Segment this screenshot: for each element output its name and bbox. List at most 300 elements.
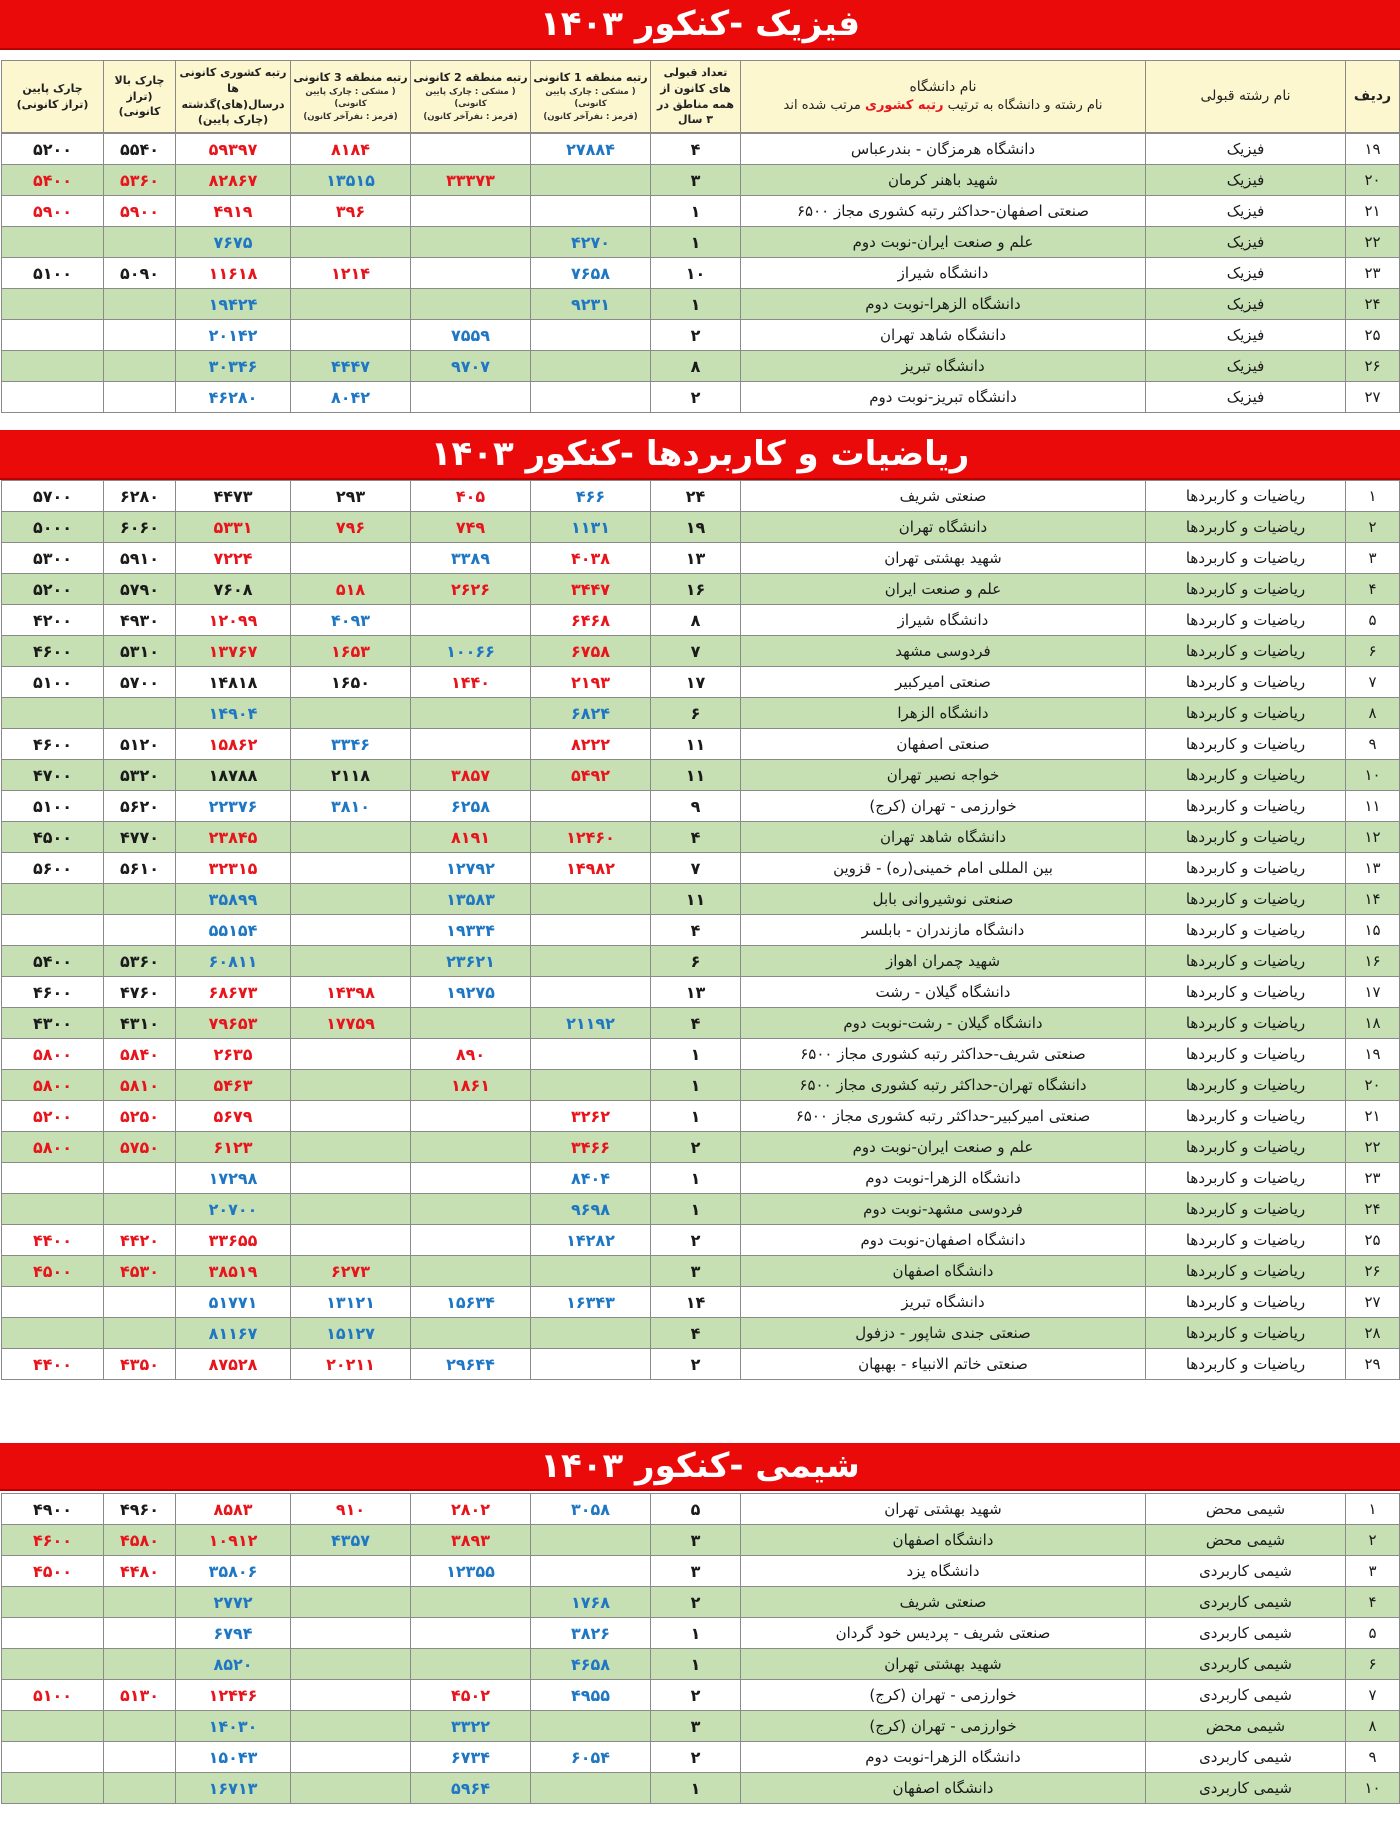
- header-university: [741, 61, 1146, 133]
- cell-national-rank: ۵۳۳۱: [176, 512, 291, 543]
- cell-university: صنعتی شریف-حداکثر رتبه کشوری مجاز ۶۵۰۰: [741, 1039, 1146, 1070]
- table-row: [2, 382, 1400, 413]
- cell-lower-quartile: ۵۲۰۰: [2, 574, 104, 605]
- cell-region2-rank: ۶۷۳۴: [411, 1742, 531, 1773]
- cell-row-number: ۱۰: [1346, 760, 1400, 791]
- cell-region1-rank: ۲۱۹۳: [531, 667, 651, 698]
- cell-upper-quartile: ۵۷۹۰: [104, 574, 176, 605]
- table-row: [2, 729, 1400, 760]
- cell-region2-rank: ۱۰۰۶۶: [411, 636, 531, 667]
- cell-row-number: ۳: [1346, 543, 1400, 574]
- cell-row-number: ۲۷: [1346, 382, 1400, 413]
- cell-national-rank: ۵۱۷۷۱: [176, 1287, 291, 1318]
- header-region3-sub2: (قرمز : نفرآخر کانون): [303, 111, 398, 122]
- cell-lower-quartile: [2, 1587, 104, 1618]
- table-row: [2, 196, 1400, 227]
- cell-region1-rank: ۴۶۵۸: [531, 1649, 651, 1680]
- cell-region3-rank: ۷۹۶: [291, 512, 411, 543]
- cell-region1-rank: ۲۱۱۹۲: [531, 1008, 651, 1039]
- cell-row-number: ۱: [1346, 481, 1400, 512]
- math-section-banner: [0, 430, 1400, 480]
- cell-major: ریاضیات و کاربردها: [1146, 1225, 1346, 1256]
- cell-lower-quartile: [2, 915, 104, 946]
- cell-university: صنعتی شریف: [741, 481, 1146, 512]
- cell-region1-rank: ۴۰۳۸: [531, 543, 651, 574]
- cell-region2-rank: [411, 196, 531, 227]
- cell-lower-quartile: ۵۴۰۰: [2, 165, 104, 196]
- cell-university: دانشگاه الزهرا: [741, 698, 1146, 729]
- cell-major: ریاضیات و کاربردها: [1146, 574, 1346, 605]
- cell-university: دانشگاه هرمزگان - بندرعباس: [741, 134, 1146, 165]
- cell-university: دانشگاه اصفهان: [741, 1525, 1146, 1556]
- cell-lower-quartile: ۵۳۰۰: [2, 543, 104, 574]
- cell-lower-quartile: ۵۹۰۰: [2, 196, 104, 227]
- cell-row-number: ۹: [1346, 729, 1400, 760]
- cell-upper-quartile: [104, 698, 176, 729]
- cell-acceptance-count: ۳: [651, 1256, 741, 1287]
- cell-region1-rank: [531, 320, 651, 351]
- cell-national-rank: ۳۲۳۱۵: [176, 853, 291, 884]
- cell-lower-quartile: ۵۲۰۰: [2, 1101, 104, 1132]
- cell-university: دانشگاه شیراز: [741, 605, 1146, 636]
- cell-major: ریاضیات و کاربردها: [1146, 1194, 1346, 1225]
- table-row: [2, 1287, 1400, 1318]
- cell-region1-rank: ۶۴۶۸: [531, 605, 651, 636]
- cell-region3-rank: ۱۳۵۱۵: [291, 165, 411, 196]
- cell-row-number: ۱۹: [1346, 134, 1400, 165]
- cell-lower-quartile: ۴۴۰۰: [2, 1225, 104, 1256]
- cell-major: فیزیک: [1146, 196, 1346, 227]
- header-region1-sub2: (قرمز : نفرآخر کانون): [543, 111, 638, 122]
- cell-lower-quartile: ۵۴۰۰: [2, 946, 104, 977]
- cell-national-rank: ۱۸۷۸۸: [176, 760, 291, 791]
- cell-national-rank: ۱۲۰۹۹: [176, 605, 291, 636]
- table-row: [2, 1773, 1400, 1804]
- cell-region2-rank: ۸۱۹۱: [411, 822, 531, 853]
- cell-acceptance-count: ۱: [651, 1163, 741, 1194]
- cell-upper-quartile: ۶۰۶۰: [104, 512, 176, 543]
- cell-region2-rank: [411, 1318, 531, 1349]
- cell-region1-rank: ۵۴۹۲: [531, 760, 651, 791]
- cell-acceptance-count: ۶: [651, 698, 741, 729]
- cell-university: صنعتی امیرکبیر: [741, 667, 1146, 698]
- cell-national-rank: ۸۵۲۰: [176, 1649, 291, 1680]
- cell-university: شهید بهشتی تهران: [741, 543, 1146, 574]
- cell-region2-rank: ۱۹۳۳۴: [411, 915, 531, 946]
- table-row: [2, 1318, 1400, 1349]
- cell-upper-quartile: ۵۳۶۰: [104, 165, 176, 196]
- cell-upper-quartile: ۴۹۶۰: [104, 1494, 176, 1525]
- cell-lower-quartile: [2, 884, 104, 915]
- cell-acceptance-count: ۱۱: [651, 884, 741, 915]
- cell-region1-rank: [531, 1711, 651, 1742]
- table-row: [2, 605, 1400, 636]
- cell-region1-rank: [531, 1318, 651, 1349]
- cell-region3-rank: ۱۶۵۰: [291, 667, 411, 698]
- cell-lower-quartile: ۵۸۰۰: [2, 1070, 104, 1101]
- cell-acceptance-count: ۱۰: [651, 258, 741, 289]
- cell-university: شهید باهنر کرمان: [741, 165, 1146, 196]
- cell-region1-rank: ۱۴۹۸۲: [531, 853, 651, 884]
- cell-national-rank: ۳۳۶۵۵: [176, 1225, 291, 1256]
- cell-national-rank: ۵۶۷۹: [176, 1101, 291, 1132]
- cell-national-rank: ۲۷۷۲: [176, 1587, 291, 1618]
- cell-acceptance-count: ۲: [651, 1742, 741, 1773]
- cell-region2-rank: [411, 1194, 531, 1225]
- header-note-highlight: رتبه کشوری: [865, 98, 944, 114]
- header-national-title: رتبه کشوری کانونی ها درسال(های)گذشته: [179, 65, 287, 111]
- header-upper-sub: (تراز کانونی): [118, 89, 161, 119]
- cell-row-number: ۲۴: [1346, 289, 1400, 320]
- cell-row-number: ۲: [1346, 512, 1400, 543]
- cell-region2-rank: [411, 1132, 531, 1163]
- cell-row-number: ۲۱: [1346, 196, 1400, 227]
- cell-upper-quartile: ۵۰۹۰: [104, 258, 176, 289]
- cell-region3-rank: ۴۰۹۳: [291, 605, 411, 636]
- cell-row-number: ۲۴: [1346, 1194, 1400, 1225]
- cell-region3-rank: [291, 320, 411, 351]
- cell-upper-quartile: [104, 351, 176, 382]
- cell-national-rank: ۱۴۰۳۰: [176, 1711, 291, 1742]
- cell-region1-rank: ۹۲۳۱: [531, 289, 651, 320]
- cell-row-number: ۲۳: [1346, 258, 1400, 289]
- cell-row-number: ۱۸: [1346, 1008, 1400, 1039]
- cell-national-rank: ۵۴۶۳: [176, 1070, 291, 1101]
- cell-region1-rank: [531, 946, 651, 977]
- cell-lower-quartile: ۴۶۰۰: [2, 729, 104, 760]
- cell-region3-rank: [291, 853, 411, 884]
- cell-region3-rank: [291, 1618, 411, 1649]
- cell-region2-rank: [411, 227, 531, 258]
- table-row: [2, 1649, 1400, 1680]
- cell-region2-rank: [411, 1101, 531, 1132]
- cell-row-number: ۲۰: [1346, 1070, 1400, 1101]
- cell-upper-quartile: [104, 382, 176, 413]
- cell-acceptance-count: ۷: [651, 636, 741, 667]
- cell-region2-rank: ۳۸۵۷: [411, 760, 531, 791]
- cell-upper-quartile: ۵۵۴۰: [104, 134, 176, 165]
- cell-upper-quartile: ۵۲۵۰: [104, 1101, 176, 1132]
- cell-region2-rank: [411, 258, 531, 289]
- cell-major: فیزیک: [1146, 382, 1346, 413]
- cell-university: دانشگاه الزهرا-نوبت دوم: [741, 1742, 1146, 1773]
- table-row: [2, 543, 1400, 574]
- cell-national-rank: ۲۲۳۷۶: [176, 791, 291, 822]
- cell-region1-rank: ۹۶۹۸: [531, 1194, 651, 1225]
- cell-major: ریاضیات و کاربردها: [1146, 667, 1346, 698]
- cell-region3-rank: ۸۱۸۴: [291, 134, 411, 165]
- cell-major: ریاضیات و کاربردها: [1146, 605, 1346, 636]
- cell-acceptance-count: ۱: [651, 289, 741, 320]
- cell-major: فیزیک: [1146, 165, 1346, 196]
- header-major: نام رشته قبولی: [1146, 61, 1346, 133]
- math-table: [1, 480, 1400, 1380]
- cell-row-number: ۲۳: [1346, 1163, 1400, 1194]
- cell-university: فردوسی مشهد-نوبت دوم: [741, 1194, 1146, 1225]
- cell-national-rank: ۶۱۲۳: [176, 1132, 291, 1163]
- cell-region1-rank: [531, 1773, 651, 1804]
- cell-university: دانشگاه گیلان - رشت-نوبت دوم: [741, 1008, 1146, 1039]
- cell-university: دانشگاه گیلان - رشت: [741, 977, 1146, 1008]
- cell-row-number: ۲۲: [1346, 1132, 1400, 1163]
- header-upper-quartile: [104, 61, 176, 133]
- header-row-number: ردیف: [1346, 61, 1400, 133]
- cell-upper-quartile: ۴۵۸۰: [104, 1525, 176, 1556]
- cell-region1-rank: [531, 977, 651, 1008]
- cell-row-number: ۲: [1346, 1525, 1400, 1556]
- cell-acceptance-count: ۹: [651, 791, 741, 822]
- cell-region3-rank: ۱۵۱۲۷: [291, 1318, 411, 1349]
- table-row: [2, 1494, 1400, 1525]
- cell-lower-quartile: [2, 1163, 104, 1194]
- physics-section-banner: [0, 0, 1400, 50]
- cell-lower-quartile: [2, 1287, 104, 1318]
- cell-university: علم و صنعت ایران: [741, 574, 1146, 605]
- cell-major: ریاضیات و کاربردها: [1146, 698, 1346, 729]
- cell-university: صنعتی خاتم الانبیاء - بهبهان: [741, 1349, 1146, 1380]
- cell-major: شیمی محض: [1146, 1711, 1346, 1742]
- cell-region2-rank: [411, 698, 531, 729]
- cell-region2-rank: [411, 1008, 531, 1039]
- table-row: [2, 1349, 1400, 1380]
- cell-lower-quartile: [2, 1773, 104, 1804]
- cell-region3-rank: [291, 1711, 411, 1742]
- cell-region2-rank: ۷۴۹: [411, 512, 531, 543]
- cell-upper-quartile: ۵۶۱۰: [104, 853, 176, 884]
- cell-lower-quartile: [2, 382, 104, 413]
- cell-university: خوارزمی - تهران (کرج): [741, 1711, 1146, 1742]
- cell-university: شهید بهشتی تهران: [741, 1649, 1146, 1680]
- cell-region1-rank: ۴۲۷۰: [531, 227, 651, 258]
- cell-national-rank: ۳۵۸۹۹: [176, 884, 291, 915]
- cell-region3-rank: ۱۷۷۵۹: [291, 1008, 411, 1039]
- cell-region2-rank: [411, 605, 531, 636]
- cell-region3-rank: [291, 1742, 411, 1773]
- cell-lower-quartile: ۵۸۰۰: [2, 1132, 104, 1163]
- header-note-prefix: نام رشته و دانشگاه به ترتیب: [947, 98, 1103, 114]
- cell-lower-quartile: ۵۸۰۰: [2, 1039, 104, 1070]
- cell-national-rank: ۱۴۹۰۴: [176, 698, 291, 729]
- table-row: [2, 1132, 1400, 1163]
- cell-major: ریاضیات و کاربردها: [1146, 977, 1346, 1008]
- cell-acceptance-count: ۱۱: [651, 760, 741, 791]
- cell-university: شهید چمران اهواز: [741, 946, 1146, 977]
- cell-row-number: ۲۹: [1346, 1349, 1400, 1380]
- cell-upper-quartile: ۵۱۳۰: [104, 1680, 176, 1711]
- header-region1-sub1: ( مشکی : چارک پایین کانونی): [545, 87, 636, 110]
- table-row: [2, 853, 1400, 884]
- cell-acceptance-count: ۱۹: [651, 512, 741, 543]
- cell-region3-rank: [291, 1649, 411, 1680]
- cell-lower-quartile: ۴۴۰۰: [2, 1349, 104, 1380]
- cell-region1-rank: [531, 165, 651, 196]
- header-note-suffix: مرتب شده اند: [783, 98, 861, 114]
- cell-acceptance-count: ۱۱: [651, 729, 741, 760]
- cell-region3-rank: [291, 946, 411, 977]
- cell-region1-rank: ۱۷۶۸: [531, 1587, 651, 1618]
- cell-region3-rank: [291, 289, 411, 320]
- cell-row-number: ۲۶: [1346, 351, 1400, 382]
- cell-lower-quartile: ۵۰۰۰: [2, 512, 104, 543]
- cell-region3-rank: ۲۱۱۸: [291, 760, 411, 791]
- cell-university: دانشگاه تبریز-نوبت دوم: [741, 382, 1146, 413]
- cell-lower-quartile: ۵۱۰۰: [2, 1680, 104, 1711]
- table-row: [2, 1742, 1400, 1773]
- cell-major: ریاضیات و کاربردها: [1146, 636, 1346, 667]
- cell-major: شیمی محض: [1146, 1494, 1346, 1525]
- cell-region3-rank: ۲۹۳: [291, 481, 411, 512]
- table-row: [2, 884, 1400, 915]
- cell-national-rank: ۸۱۱۶۷: [176, 1318, 291, 1349]
- cell-lower-quartile: [2, 1742, 104, 1773]
- cell-region2-rank: ۱۴۴۰: [411, 667, 531, 698]
- table-row: [2, 1163, 1400, 1194]
- cell-lower-quartile: ۵۲۰۰: [2, 134, 104, 165]
- table-row: [2, 977, 1400, 1008]
- cell-lower-quartile: ۴۳۰۰: [2, 1008, 104, 1039]
- cell-national-rank: ۴۹۱۹: [176, 196, 291, 227]
- cell-upper-quartile: [104, 884, 176, 915]
- cell-region2-rank: [411, 134, 531, 165]
- cell-region3-rank: [291, 1773, 411, 1804]
- cell-national-rank: ۱۵۰۴۳: [176, 1742, 291, 1773]
- cell-region1-rank: ۱۶۳۴۳: [531, 1287, 651, 1318]
- cell-university: شهید بهشتی تهران: [741, 1494, 1146, 1525]
- cell-major: ریاضیات و کاربردها: [1146, 512, 1346, 543]
- cell-region3-rank: [291, 1194, 411, 1225]
- cell-lower-quartile: [2, 289, 104, 320]
- header-upper-title: چارک بالا: [114, 73, 165, 87]
- cell-region1-rank: ۳۲۶۲: [531, 1101, 651, 1132]
- table-row: [2, 1587, 1400, 1618]
- cell-row-number: ۲۶: [1346, 1256, 1400, 1287]
- cell-region2-rank: ۲۸۰۲: [411, 1494, 531, 1525]
- cell-row-number: ۲۵: [1346, 1225, 1400, 1256]
- cell-row-number: ۱: [1346, 1494, 1400, 1525]
- cell-national-rank: ۱۶۷۱۳: [176, 1773, 291, 1804]
- cell-acceptance-count: ۴: [651, 1008, 741, 1039]
- table-row: [2, 1556, 1400, 1587]
- cell-national-rank: ۱۲۴۴۶: [176, 1680, 291, 1711]
- cell-region3-rank: ۳۸۱۰: [291, 791, 411, 822]
- cell-national-rank: ۲۶۳۵: [176, 1039, 291, 1070]
- cell-university: صنعتی امیرکبیر-حداکثر رتبه کشوری مجاز ۶۵۰۰: [741, 1101, 1146, 1132]
- cell-acceptance-count: ۲: [651, 1587, 741, 1618]
- cell-region2-rank: ۳۳۸۹: [411, 543, 531, 574]
- cell-university: صنعتی جندی شاپور - دزفول: [741, 1318, 1146, 1349]
- cell-upper-quartile: [104, 1163, 176, 1194]
- cell-row-number: ۶: [1346, 1649, 1400, 1680]
- cell-acceptance-count: ۲: [651, 1680, 741, 1711]
- table-row: [2, 822, 1400, 853]
- physics-table: [1, 133, 1400, 413]
- header-lower-sub: (تراز کانونی): [16, 97, 89, 111]
- cell-region1-rank: [531, 915, 651, 946]
- header-university-note: [743, 97, 1143, 116]
- cell-row-number: ۵: [1346, 605, 1400, 636]
- cell-upper-quartile: ۵۳۲۰: [104, 760, 176, 791]
- cell-national-rank: ۱۰۹۱۲: [176, 1525, 291, 1556]
- header-university-title: نام دانشگاه: [909, 78, 977, 95]
- cell-upper-quartile: [104, 1649, 176, 1680]
- cell-region1-rank: ۶۸۲۴: [531, 698, 651, 729]
- cell-university: دانشگاه شاهد تهران: [741, 320, 1146, 351]
- cell-region3-rank: ۱۶۵۳: [291, 636, 411, 667]
- cell-region1-rank: [531, 382, 651, 413]
- cell-university: فردوسی مشهد: [741, 636, 1146, 667]
- cell-region2-rank: ۱۳۵۸۳: [411, 884, 531, 915]
- cell-major: فیزیک: [1146, 227, 1346, 258]
- cell-lower-quartile: [2, 227, 104, 258]
- cell-lower-quartile: [2, 1618, 104, 1649]
- cell-region2-rank: ۷۵۵۹: [411, 320, 531, 351]
- cell-acceptance-count: ۱: [651, 1070, 741, 1101]
- table-row: [2, 1525, 1400, 1556]
- cell-lower-quartile: [2, 1711, 104, 1742]
- cell-major: ریاضیات و کاربردها: [1146, 729, 1346, 760]
- cell-region1-rank: ۴۶۶: [531, 481, 651, 512]
- table-row: [2, 289, 1400, 320]
- cell-region3-rank: [291, 1163, 411, 1194]
- cell-major: ریاضیات و کاربردها: [1146, 760, 1346, 791]
- cell-major: شیمی کاربردی: [1146, 1587, 1346, 1618]
- cell-lower-quartile: ۴۶۰۰: [2, 636, 104, 667]
- cell-region3-rank: [291, 884, 411, 915]
- cell-region3-rank: ۹۱۰: [291, 1494, 411, 1525]
- cell-upper-quartile: [104, 320, 176, 351]
- cell-national-rank: ۳۰۳۴۶: [176, 351, 291, 382]
- cell-acceptance-count: ۵: [651, 1494, 741, 1525]
- table-row: [2, 134, 1400, 165]
- cell-lower-quartile: ۴۵۰۰: [2, 822, 104, 853]
- cell-region3-rank: [291, 1225, 411, 1256]
- cell-row-number: ۲۲: [1346, 227, 1400, 258]
- cell-upper-quartile: [104, 1318, 176, 1349]
- cell-acceptance-count: ۱: [651, 1194, 741, 1225]
- table-row: [2, 512, 1400, 543]
- cell-upper-quartile: [104, 1587, 176, 1618]
- table-row: [2, 227, 1400, 258]
- cell-region3-rank: [291, 1132, 411, 1163]
- cell-region3-rank: ۱۴۳۹۸: [291, 977, 411, 1008]
- cell-row-number: ۲۷: [1346, 1287, 1400, 1318]
- cell-lower-quartile: [2, 1318, 104, 1349]
- cell-upper-quartile: ۴۵۳۰: [104, 1256, 176, 1287]
- header-region2-sub2: (قرمز : نفرآخر کانون): [423, 111, 518, 122]
- cell-acceptance-count: ۲: [651, 1349, 741, 1380]
- cell-row-number: ۱۱: [1346, 791, 1400, 822]
- table-row: [2, 946, 1400, 977]
- chemistry-section-banner: [0, 1443, 1400, 1491]
- cell-lower-quartile: [2, 698, 104, 729]
- header-national-rank: [176, 61, 291, 133]
- cell-region1-rank: [531, 884, 651, 915]
- cell-upper-quartile: ۵۷۵۰: [104, 1132, 176, 1163]
- cell-row-number: ۳: [1346, 1556, 1400, 1587]
- cell-major: ریاضیات و کاربردها: [1146, 853, 1346, 884]
- cell-row-number: ۱۳: [1346, 853, 1400, 884]
- header-region3-sub1: ( مشکی : چارک پایین کانونی): [305, 87, 396, 110]
- cell-region2-rank: ۵۹۶۴: [411, 1773, 531, 1804]
- cell-major: ریاضیات و کاربردها: [1146, 915, 1346, 946]
- cell-acceptance-count: ۲۴: [651, 481, 741, 512]
- table-row: [2, 791, 1400, 822]
- cell-acceptance-count: ۳: [651, 165, 741, 196]
- cell-region1-rank: [531, 196, 651, 227]
- cell-region1-rank: ۱۲۴۶۰: [531, 822, 651, 853]
- cell-national-rank: ۱۱۶۱۸: [176, 258, 291, 289]
- cell-region3-rank: [291, 227, 411, 258]
